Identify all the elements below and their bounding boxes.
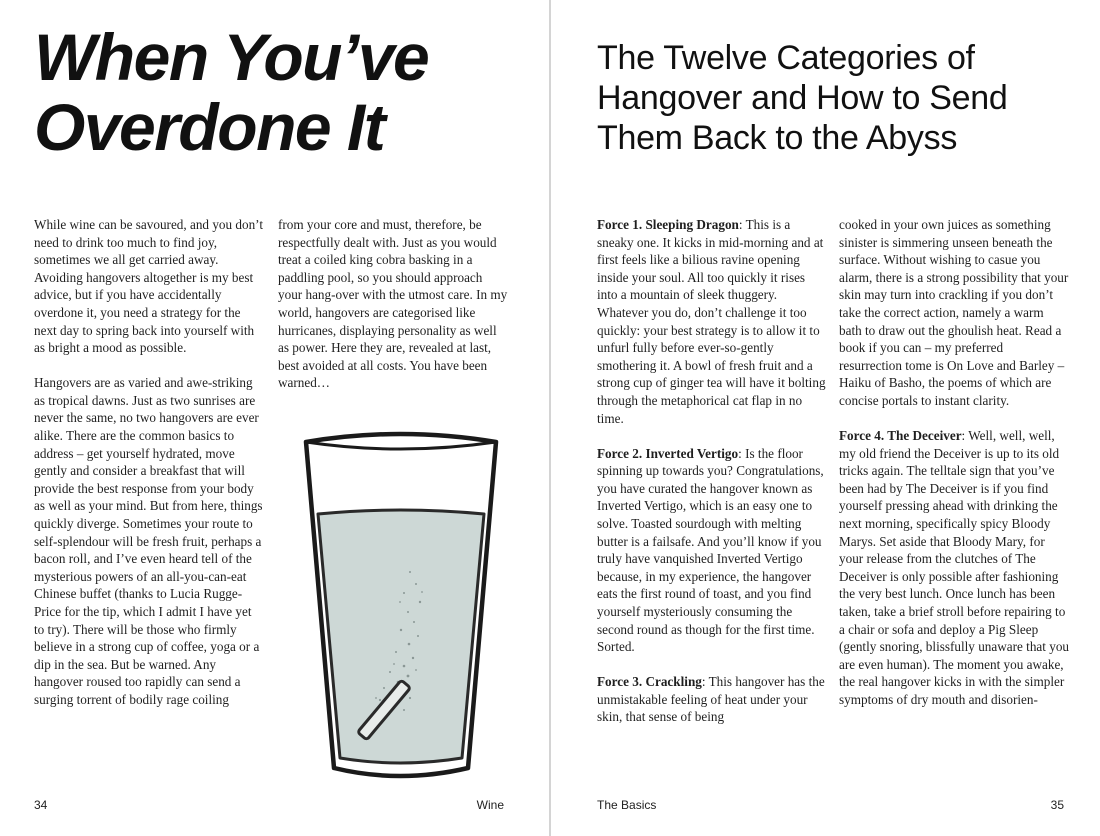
entry-heading: Force 1. Sleeping Dragon	[597, 217, 739, 232]
hangover-entry	[839, 427, 1069, 709]
entry-heading: Force 2. Inverted Vertigo	[597, 445, 739, 461]
entry-heading: Force 4. The Deceiver	[839, 428, 962, 444]
page-number: 34	[34, 798, 48, 812]
hangover-entry	[597, 673, 827, 726]
entry-text: : This is a sneaky one. It kicks in mid-morning and at first feels like a bilious ravine opening inside your soul. All too quickly it rises into a mountain of sleek thuggery. Whatever you do, don’t challenge it too quickly: your best strategy is to allow it to unfurl fully before ever-so-gently smothering it. A bowl of fresh fruit and a strong cup of ginger tea will have it bolting through the metaphorical cat flap in no time.	[597, 217, 826, 426]
paragraph: from your core and must, therefore, be respectfully dealt with. Just as you would treat a coiled king cobra basking in a paddling pool, so you should approach your hang-over with the utmost care. In my world, hangovers are categorised like hurricanes, displaying personality as well as power. Here they are, revealed at last, best avoided at all costs. You have been warned…	[278, 217, 508, 391]
left-column-1	[34, 216, 264, 726]
paragraph: Hangovers are as varied and awe-striking as tropical dawns. Just as two sunrises are never the same, no two hangovers are ever alike. There are the common basics to address – get yourself hydrated, move gently and consider a breakfast that will provide the best response from your body as well as your mind. But from here, things quickly diverge. Sometimes your route to self-splendour will be fresh fruit, perhaps a bacon roll, and I’ve even heard tell of the mysterious powers of an all-you-can-eat Chinese buffet (thanks to Lucia Rugge-Price for the tip, which I admit I have yet to try). There will be those who firmly believe in a strong cup of coffee, yoga or a dip in the sea. But be warned. Any hangover roused too rapidly can send a surging torrent of bodily rage coiling	[34, 375, 263, 707]
entry-text: : Well, well, well, my old friend the Deceiver is up to its old tricks again. The telltale sign that you’ve been had by The Deceiver is if you find yourself pressing ahead with drinking the next morning, specifically spicy Bloody Marys. Set aside that Bloody Mary, for your release from the clutches of The Deceiver is only possible after fashioning the very best lunch. Once lunch has been taken, take a brief stroll before repairing to a chair or sofa and deploy a Pig Sleep (gently snoring, blissfully unaware that you are even human). The moment you awake, the real hangover kicks in with the simpler symptoms of dry mouth and disorien-	[839, 428, 1070, 707]
section-title: The Twelve Categories of Hangover and How to Send Them Back to the Abyss	[597, 39, 1008, 157]
right-page	[551, 0, 1100, 836]
right-column-2	[839, 216, 1069, 726]
entry-text: : This hangover has the unmistakable feeling of heat under your skin, that sense of being	[597, 674, 825, 725]
entry-heading: Force 3. Crackling	[597, 674, 702, 690]
paragraph: While wine can be savoured, and you don’t need to drink too much to find joy, sometimes we all get carried away. Avoiding hangovers altogether is my best advice, but if you have accidentally overdone it, you need a strategy for the next day to spring back into yourself with as bright a mood as possible.	[34, 217, 264, 356]
glass-of-water-with-fizzing-tablet-icon	[300, 422, 500, 790]
hangover-entry	[597, 445, 827, 656]
hangover-entry	[597, 216, 827, 427]
entry-text: cooked in your own juices as something sinister is simmering unseen beneath the surface. Without wishing to casue you alarm, there is a strong possibility that your skin may turn into crackling if you don’t take the correct action, namely a warm bath to draw out the ghoulish heat. Read a book if you can – my preferred resurrection tome is On Love and Barley – Haiku of Basho, the poems of which are concise portals to instant clarity.	[839, 217, 1069, 408]
running-head: Wine	[476, 798, 504, 812]
hangover-entry	[839, 216, 1069, 410]
right-column-1	[597, 216, 827, 744]
page-number: 35	[1050, 798, 1064, 812]
entry-text: : Is the floor spinning up towards you? Congratulations, you have curated the hangover known as Inverted Vertigo, which is an easy one to solve. Toasted sourdough with melting butter is a failsafe. And you’ll know if you truly have vanquished Inverted Vertigo because, in my experience, the hangover eats the first round of toast, and you find yourself mysteriously consuming the second round as though for the first time. Sorted.	[597, 445, 824, 655]
running-head: The Basics	[597, 798, 657, 812]
chapter-title: When You’ve Overdone It	[34, 20, 429, 164]
left-column-2	[278, 216, 508, 409]
